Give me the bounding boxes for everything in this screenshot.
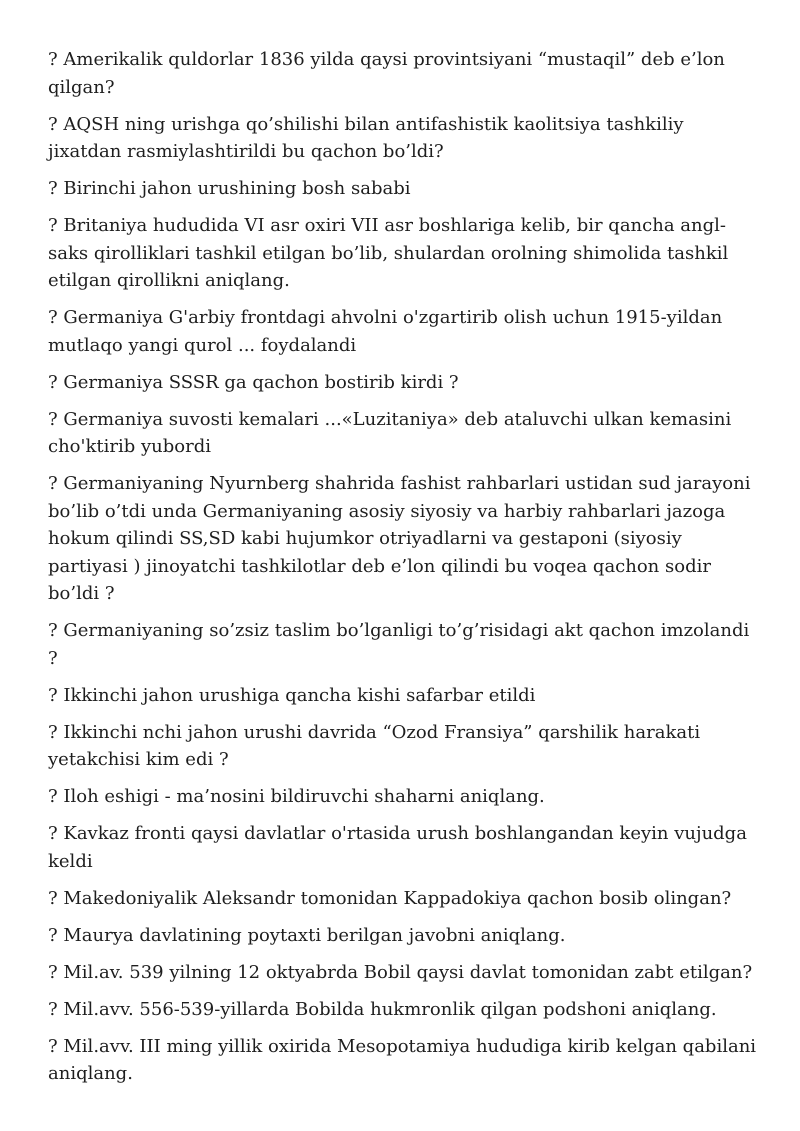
question-item: ? Birinchi jahon urushining bosh sababi — [48, 178, 411, 199]
question-item: ? AQSH ning urishga qo’shilishi bilan antifashistik kaolitsiya tashkiliy jixatdan rasmiylashtirildi bu qachon bo’ldi? — [48, 113, 684, 162]
question-item: ? Mil.avv. III ming yillik oxirida Mesopotamiya hududiga kirib kelgan qabilani aniqlang. — [48, 1035, 757, 1084]
question-item: ? Maurya davlatining poytaxti berilgan javobni aniqlang. — [48, 924, 566, 946]
question-item: ? Germaniyaning so’zsiz taslim bo’lganligi to’g’risidagi akt qachon imzolandi ? — [48, 620, 750, 669]
question-item: ? Iloh eshigi - ma’nosini bildiruvchi shaharni aniqlang. — [48, 786, 545, 807]
question-item: ? Makedoniyalik Aleksandr tomonidan Kappadokiya qachon bosib olingan? — [48, 887, 732, 909]
question-item: ? Ikkinchi nchi jahon urushi davrida “Ozod Fransiya” qarshilik harakati yetakchisi kim edi ? — [48, 721, 701, 770]
question-item: ? Germaniya SSSR ga qachon bostirib kirdi ? — [48, 371, 459, 393]
question-item: ? Germaniyaning Nyurnberg shahrida fashist rahbarlari ustidan sud jarayoni bo’lib o’tdi unda Germaniyaning asosiy siyosiy va harbiy rahbarlari jazoga hokum qilindi SS,SD kabi hujumkor otriyadlarni va gestaponi (siyosiy partiyasi ) jinoyatchi tashkilotlar deb e’lon qilindi bu voqea qachon sodir bo’ldi ? — [48, 473, 751, 604]
question-item: ? Germaniya suvosti kemalari ...«Luzitaniya» deb ataluvchi ulkan kemasini cho'ktirib yubordi — [48, 408, 732, 457]
question-item: ? Germaniya G'arbiy frontdagi ahvolni o'zgartirib olish uchun 1915-yildan mutlaqo yangi qurol ... foydalandi — [48, 307, 723, 356]
question-item: ? Britaniya hududida VI asr oxiri VII asr boshlariga kelib, bir qancha angl-saks qirolliklari tashkil etilgan bo’lib, shulardan orolning shimolida tashkil etilgan qirollikni aniqlang. — [48, 215, 729, 291]
question-item: ? Mil.avv. 556-539-yillarda Bobilda hukmronlik qilgan podshoni aniqlang. — [48, 998, 717, 1020]
question-item: ? Amerikalik quldorlar 1836 yilda qaysi provintsiyani “mustaqil” deb e’lon qilgan? — [48, 49, 725, 98]
question-item: ? Ikkinchi jahon urushiga qancha kishi safarbar etildi — [48, 684, 536, 706]
question-item: ? Mil.av. 539 yilning 12 oktyabrda Bobil qaysi davlat tomonidan zabt etilgan? — [48, 961, 753, 983]
question-item: ? Kavkaz fronti qaysi davlatlar o'rtasida urush boshlangandan keyin vujudga keldi — [48, 823, 747, 872]
